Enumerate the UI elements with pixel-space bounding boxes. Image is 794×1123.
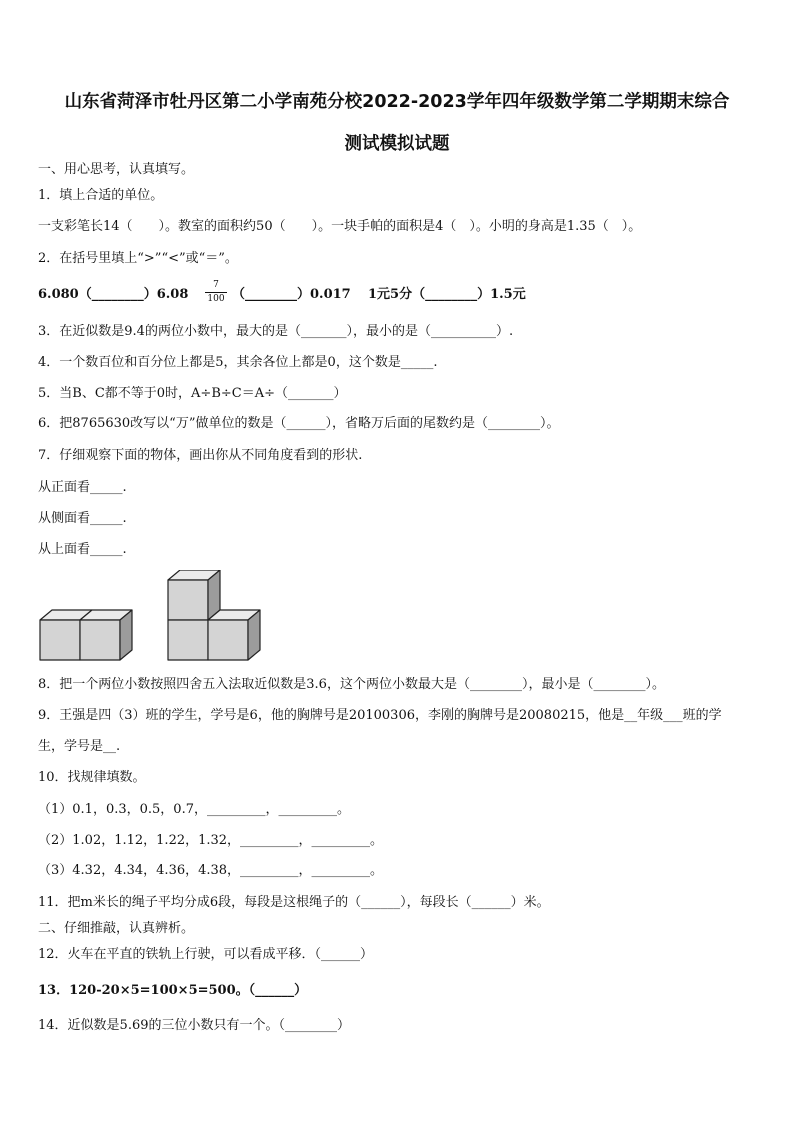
question-10-sequence-3: （3）4.32，4.34，4.36，4.38，_________，_________。 [38,863,384,878]
question-9-line2: 生，学号是__. [38,739,121,754]
question-13: 13．120-20×5=100×5=500。（______） [38,983,308,998]
question-9-line1: 9．王强是四（3）班的学生，学号是6，他的胸牌号是20100306，李刚的胸牌号是20080215，他是__年级___班的学 [38,708,722,723]
question-7-front-view: 从正面看_____. [38,480,127,495]
page-title-line2: 测试模拟试题 [344,134,450,154]
page-title-line1: 山东省菏泽市牡丹区第二小学南苑分校2022-2023学年四年级数学第二学期期末综合 [64,92,730,112]
question-2-part-a: 6.080（________）6.08 [38,287,189,302]
question-11: 11．把m米长的绳子平均分成6段，每段是这根绳子的（______），每段长（______）米。 [38,895,550,910]
fraction-seven-hundredths [205,280,227,305]
section-heading-1: 一、用心思考，认真填写。 [38,162,195,177]
question-5: 5．当B、C都不等于0时，A÷B÷C＝A÷（_______） [38,386,347,401]
question-7-side-view: 从侧面看_____. [38,511,127,526]
question-2-heading: 2．在括号里填上“>”“<”或“＝”。 [38,251,238,266]
question-8: 8．把一个两位小数按照四舍五入法取近似数是3.6，这个两位小数最大是（________），最小是（________）。 [38,677,665,692]
question-12: 12．火车在平直的铁轨上行驶，可以看成平移．（______） [38,947,374,962]
cube-group-left [40,610,132,660]
question-10-heading: 10．找规律填数。 [38,770,146,785]
question-1-body: 一支彩笔长14（ ）。教室的面积约50（ ）。一块手帕的面积是4（ ）。小明的身高是1.35（ ）。 [38,219,642,234]
question-14: 14．近似数是5.69的三位小数只有一个。（________） [38,1018,350,1033]
question-3: 3．在近似数是9.4的两位小数中，最大的是（_______），最小的是（__________）. [38,324,514,339]
fraction-denominator: 100 [207,294,225,304]
cube-figures [36,570,276,666]
question-10-sequence-1: （1）0.1，0.3，0.5，0.7，_________，_________。 [38,802,350,817]
question-2-part-b: （________）0.017 [232,287,351,302]
question-7-top-view: 从上面看_____. [38,542,127,557]
fraction-numerator: 7 [205,280,227,293]
question-2-part-c: 1元5分（________）1.5元 [368,287,526,302]
cube-group-right [168,570,260,660]
question-6: 6．把8765630改写以“万”做单位的数是（______），省略万后面的尾数约是（________）。 [38,416,560,431]
section-heading-2: 二、仔细推敲，认真辨析。 [38,921,195,936]
question-10-sequence-2: （2）1.02，1.12，1.22，1.32，_________，_________。 [38,833,384,848]
question-4: 4．一个数百位和百分位上都是5，其余各位上都是0，这个数是_____. [38,355,438,370]
question-1-heading: 1．填上合适的单位。 [38,188,164,203]
question-7-heading: 7．仔细观察下面的物体，画出你从不同角度看到的形状. [38,448,363,463]
